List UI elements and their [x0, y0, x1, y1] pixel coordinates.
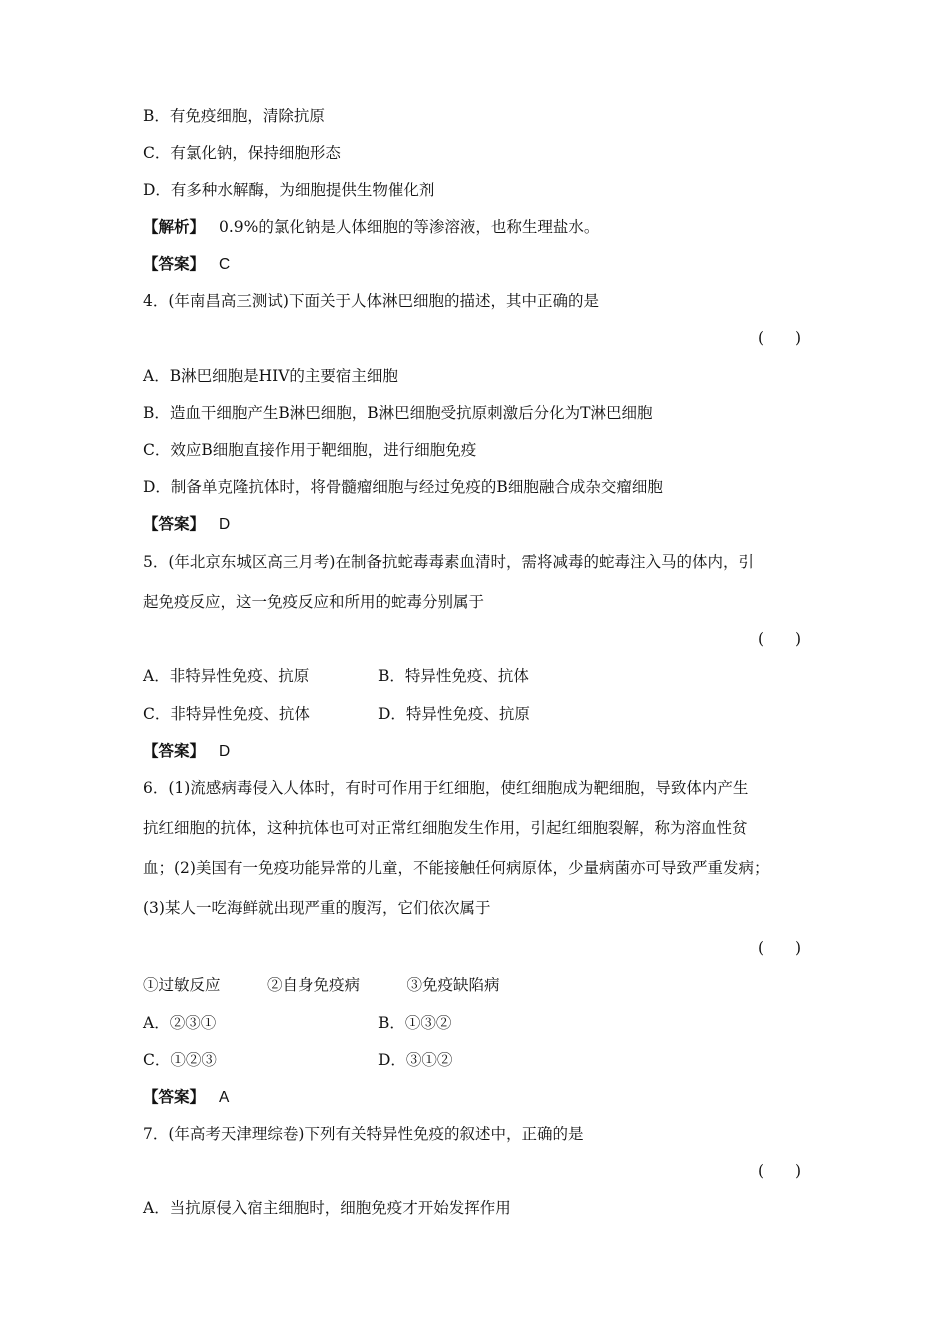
- answer-tag: 【答案】: [143, 1087, 206, 1106]
- q3-answer: [143, 253, 230, 276]
- q6-option-d: D．③①②: [378, 1051, 453, 1069]
- q3-analysis: [143, 216, 599, 238]
- analysis-text: 0.9%的氯化钠是人体细胞的等渗溶液，也称生理盐水。: [219, 218, 600, 236]
- q5-option-d: D．特异性免疫、抗原: [378, 705, 530, 723]
- q5-option-b: B．特异性免疫、抗体: [378, 667, 529, 685]
- q5-answer-bracket: ( ): [758, 630, 802, 648]
- q3-option-c: C．有氯化钠，保持细胞形态: [143, 144, 341, 162]
- q6-stem-line-4: (3)某人一吃海鲜就出现严重的腹泻，它们依次属于: [143, 899, 491, 917]
- q4-answer-bracket: ( ): [758, 329, 802, 347]
- answer-tag: 【答案】: [143, 254, 206, 273]
- q5-option-a: A．非特异性免疫、抗原: [143, 667, 310, 685]
- q6-items: ①过敏反应 ②自身免疫病 ③免疫缺陷病: [143, 976, 500, 994]
- q4-option-a: A．B淋巴细胞是HIV的主要宿主细胞: [143, 367, 398, 385]
- q7-option-a: A．当抗原侵入宿主细胞时，细胞免疫才开始发挥作用: [143, 1199, 511, 1217]
- q5-option-c: C．非特异性免疫、抗体: [143, 705, 310, 723]
- q3-option-b: B．有免疫细胞，清除抗原: [143, 107, 325, 125]
- answer-tag: 【答案】: [143, 741, 206, 760]
- q6-option-b: B．①③②: [378, 1014, 452, 1032]
- analysis-tag: 【解析】: [143, 217, 206, 236]
- q6-option-a: A．②③①: [143, 1014, 217, 1032]
- q3-option-d: D．有多种水解酶，为细胞提供生物催化剂: [143, 181, 435, 199]
- answer-value: A: [219, 1089, 230, 1106]
- q5-answer: [143, 740, 230, 763]
- q6-answer: [143, 1086, 229, 1109]
- q6-stem-line-1: 6．(1)流感病毒侵入人体时，有时可作用于红细胞，使红细胞成为靶细胞，导致体内产生: [143, 779, 749, 797]
- q6-option-c: C．①②③: [143, 1051, 217, 1069]
- q7-answer-bracket: ( ): [758, 1162, 802, 1180]
- q5-stem-line-1: 5．(年北京东城区高三月考)在制备抗蛇毒毒素血清时，需将减毒的蛇毒注入马的体内，引: [143, 553, 754, 571]
- q4-option-c: C．效应B细胞直接作用于靶细胞，进行细胞免疫: [143, 441, 477, 459]
- q6-answer-bracket: ( ): [758, 939, 802, 957]
- q7-stem: 7．(年高考天津理综卷)下列有关特异性免疫的叙述中，正确的是: [143, 1125, 584, 1143]
- q6-stem-line-3: 血；(2)美国有一免疫功能异常的儿童，不能接触任何病原体，少量病菌亦可导致严重发病；: [143, 859, 770, 877]
- answer-tag: 【答案】: [143, 514, 206, 533]
- answer-value: D: [219, 743, 231, 760]
- q5-stem-line-2: 起免疫反应，这一免疫反应和所用的蛇毒分别属于: [143, 593, 485, 611]
- answer-value: C: [219, 256, 231, 273]
- answer-value: D: [219, 516, 231, 533]
- q6-stem-line-2: 抗红细胞的抗体，这种抗体也可对正常红细胞发生作用，引起红细胞裂解，称为溶血性贫: [143, 819, 748, 837]
- q4-option-b: B．造血干细胞产生B淋巴细胞，B淋巴细胞受抗原刺激后分化为T淋巴细胞: [143, 404, 653, 422]
- q4-answer: [143, 513, 230, 536]
- q4-stem: 4．(年南昌高三测试)下面关于人体淋巴细胞的描述，其中正确的是: [143, 292, 599, 310]
- q4-option-d: D．制备单克隆抗体时，将骨髓瘤细胞与经过免疫的B细胞融合成杂交瘤细胞: [143, 478, 663, 496]
